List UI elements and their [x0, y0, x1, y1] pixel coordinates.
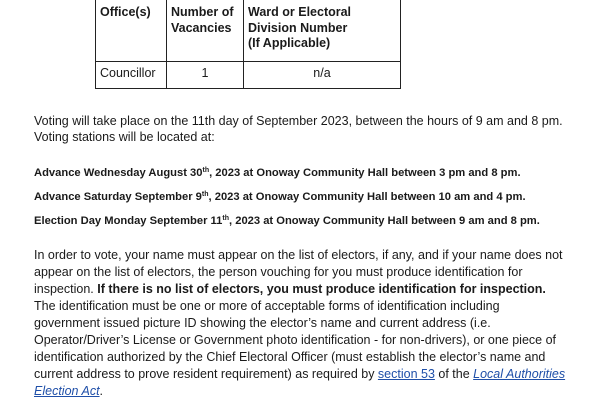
election-day-vote: Election Day Monday September 11th, 2023 at Onoway Community Hall between 9 am and 8 pm. [34, 215, 540, 227]
no-list-notice: If there is no list of electors, you must produce identification for inspection. [97, 282, 546, 296]
offices-table [95, 0, 401, 89]
header-ward: Ward or Electoral Division Number (If Applicable) [244, 0, 401, 62]
header-vacancies: Number of Vacancies [167, 0, 244, 62]
advance-vote-1: Advance Wednesday August 30th, 2023 at Onoway Community Hall between 3 pm and 8 pm. [34, 167, 521, 179]
cell-office: Councillor [96, 62, 167, 89]
cell-vacancies: 1 [167, 62, 244, 89]
section-53-link[interactable]: section 53 [377, 367, 435, 381]
voting-paragraph: Voting will take place on the 11th day of September 2023, between the hours of 9 am and 8 pm. Voting stations will be located at: [34, 114, 563, 144]
table-header-row [96, 0, 401, 62]
advance-vote-2: Advance Saturday September 9th, 2023 at Onoway Community Hall between 10 am and 4 pm. [34, 191, 526, 203]
local-authorities-election-act-link[interactable]: Local Authorities Election Act [34, 367, 566, 398]
table-row [96, 62, 401, 89]
header-offices: Office(s) [96, 0, 167, 62]
cell-ward: n/a [244, 62, 401, 89]
identification-paragraph: In order to vote, your name must appear on the list of electors, if any, and if your name does not appear on the list of electors, the person vouching for you must produce identification for inspection. If there is no list of electors, you must produce identification for inspection. The identification must be one or more of acceptable forms of identification including government issued picture ID showing the elector’s name and current address (i.e. Operator/Driver’s License or Government photo identification - for non-drivers), or one piece of identification authorized by the Chief Electoral Officer (must establish the elector’s name and current address to prove resident requirement) as required by section 53 of the Local Authorities Election Act. [34, 248, 566, 398]
